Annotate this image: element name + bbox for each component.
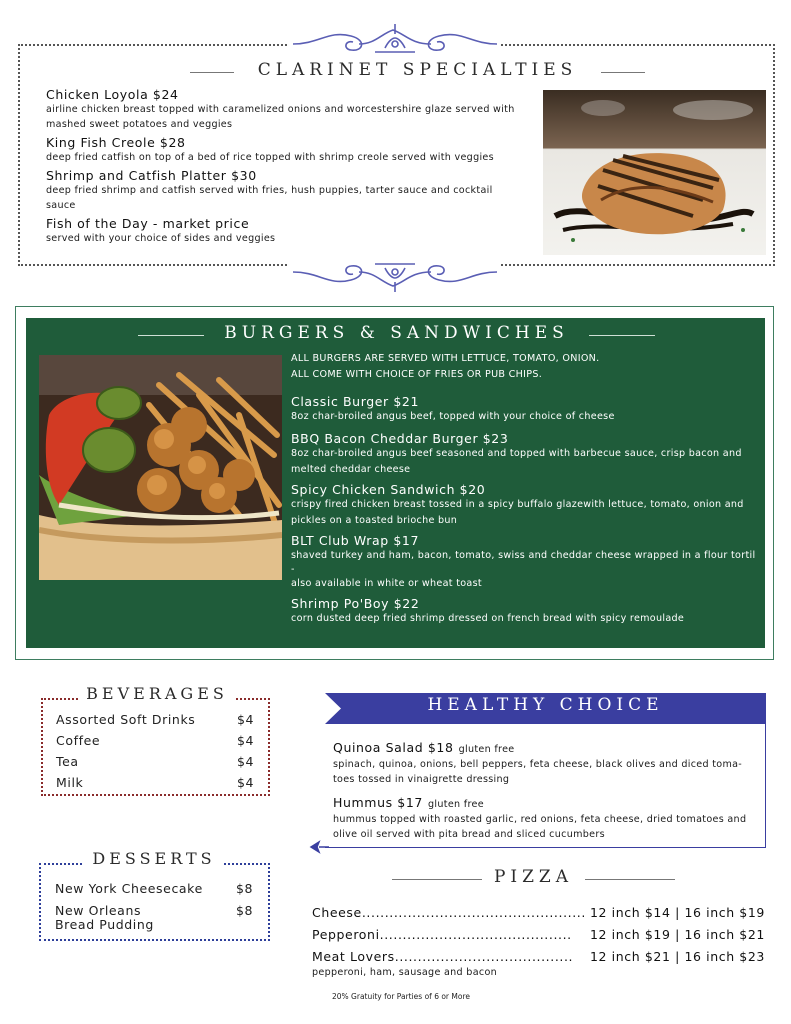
dessert-price: $8 <box>236 903 254 918</box>
item-desc: hummus topped with roasted garlic, red onions, feta cheese, dried tomatoes and <box>333 814 747 825</box>
item-desc: corn dusted deep fried shrimp dressed on french bread with spicy remoulade <box>291 613 685 624</box>
pizza-prices: 12 inch $21 | 16 inch $23 <box>590 949 765 964</box>
beverage-price: $4 <box>237 733 255 748</box>
burgers-note: ALL COME WITH CHOICE OF FRIES OR PUB CHIPS. <box>291 369 543 380</box>
pizza-prices: 12 inch $14 | 16 inch $19 <box>590 905 765 920</box>
beverages-title: BEVERAGES <box>78 684 236 703</box>
pizza-title: PIZZA <box>493 867 574 887</box>
leader-dots: ................................................. <box>361 905 586 920</box>
item-desc: crispy fired chicken breast tossed in a spicy buffalo glazewith lettuce, tomato, onion and <box>291 499 744 510</box>
heading-rule <box>601 72 645 73</box>
pizza-desc: pepperoni, ham, sausage and bacon <box>312 967 497 978</box>
burgers-note: ALL BURGERS ARE SERVED WITH LETTUCE, TOMATO, ONION. <box>291 353 600 364</box>
dessert-price: $8 <box>236 881 254 896</box>
item-name: Shrimp and Catfish Platter $30 <box>46 168 257 183</box>
pizza-name <box>312 949 573 964</box>
item-desc: spinach, quinoa, onions, bell peppers, feta cheese, black olives and diced toma- <box>333 759 743 770</box>
burgers-list <box>291 351 761 627</box>
heading-rule <box>589 335 655 336</box>
beverage-name: Coffee <box>56 733 101 748</box>
item-name: BBQ Bacon Cheddar Burger $23 <box>291 431 509 446</box>
dessert-name: New Orleans <box>55 903 142 918</box>
beverages-heading <box>62 684 252 703</box>
chicken-dish-photo <box>543 90 766 255</box>
menu-item <box>291 394 761 425</box>
dessert-name-line2: Bread Pudding <box>55 917 154 932</box>
item-name: King Fish Creole $28 <box>46 135 186 150</box>
leader-dots: ....................................... <box>394 949 574 964</box>
item-desc: 8oz char-broiled angus beef, topped with your choice of cheese <box>291 411 615 422</box>
item-name: Hummus $17 <box>333 795 423 810</box>
item-desc: airline chicken breast topped with caramelized onions and worcestershire glaze served with <box>46 104 515 115</box>
menu-item <box>333 792 763 842</box>
pizza-label: Pepperoni <box>312 927 380 942</box>
gluten-free-tag: gluten free <box>458 744 515 755</box>
arrow-ornament-icon <box>309 840 331 854</box>
shrimp-poboy-photo <box>39 355 282 580</box>
menu-item <box>333 737 763 787</box>
gratuity-note: 20% Gratuity for Parties of 6 or More <box>332 992 470 1001</box>
beverage-price: $4 <box>237 775 255 790</box>
heading-rule <box>392 879 482 880</box>
pizza-heading <box>392 867 675 893</box>
pizza-name <box>312 905 586 920</box>
menu-item <box>291 596 761 627</box>
heading-rule <box>138 335 204 336</box>
item-name: BLT Club Wrap $17 <box>291 533 420 548</box>
beverage-name: Tea <box>56 754 79 769</box>
item-desc: deep fried shrimp and catfish served with fries, hush puppies, tarter sauce and cocktail <box>46 185 493 196</box>
item-desc: pickles on a toasted brioche bun <box>291 515 458 526</box>
item-desc: melted cheddar cheese <box>291 464 411 475</box>
heading-rule <box>190 72 234 73</box>
item-desc: sauce <box>46 200 76 211</box>
desserts-heading <box>59 849 249 868</box>
healthy-list <box>333 737 763 842</box>
specialties-heading <box>190 60 645 86</box>
menu-item <box>46 216 541 246</box>
menu-item <box>291 533 761 592</box>
pizza-label: Meat Lovers <box>312 949 395 964</box>
item-desc: deep fried catfish on top of a bed of rice topped with shrimp creole served with veggies <box>46 152 494 163</box>
pizza-label: Cheese <box>312 905 362 920</box>
item-desc: mashed sweet potatoes and veggies <box>46 119 233 130</box>
top-flourish-icon <box>289 22 501 58</box>
item-desc: served with your choice of sides and veggies <box>46 233 276 244</box>
beverage-price: $4 <box>237 754 255 769</box>
burgers-heading <box>138 323 655 349</box>
item-desc: also available in white or wheat toast <box>291 578 482 589</box>
menu-item <box>291 431 761 478</box>
pizza-name <box>312 927 572 942</box>
item-desc: olive oil served with pita bread and sliced cucumbers <box>333 829 605 840</box>
beverage-name: Assorted Soft Drinks <box>56 712 196 727</box>
beverage-price: $4 <box>237 712 255 727</box>
item-desc: - <box>291 564 295 575</box>
leader-dots: .......................................... <box>379 927 572 942</box>
menu-item <box>46 135 541 165</box>
desserts-title: DESSERTS <box>84 849 223 868</box>
item-desc: shaved turkey and ham, bacon, tomato, swiss and cheddar cheese wrapped in a flour tortil <box>291 550 756 561</box>
healthy-title: HEALTHY CHOICE <box>427 695 664 715</box>
item-name: Quinoa Salad $18 <box>333 740 454 755</box>
healthy-heading <box>325 695 766 715</box>
specialties-list <box>46 87 541 246</box>
beverage-name: Milk <box>56 775 84 790</box>
heading-rule <box>585 879 675 880</box>
dessert-name: New York Cheesecake <box>55 881 203 896</box>
item-name: Fish of the Day - market price <box>46 216 250 231</box>
menu-item <box>291 482 761 529</box>
item-desc: toes tossed in vinaigrette dressing <box>333 774 510 785</box>
menu-item <box>46 87 541 132</box>
item-desc: 8oz char-broiled angus beef seasoned and topped with barbecue sauce, crisp bacon and <box>291 448 742 459</box>
bottom-flourish-icon <box>289 258 501 294</box>
item-name: Chicken Loyola $24 <box>46 87 179 102</box>
menu-item <box>46 168 541 213</box>
specialties-title: CLARINET SPECIALTIES <box>257 60 578 80</box>
pizza-prices: 12 inch $19 | 16 inch $21 <box>590 927 765 942</box>
item-name: Classic Burger $21 <box>291 394 420 409</box>
item-name: Shrimp Po'Boy $22 <box>291 596 420 611</box>
burgers-title: BURGERS & SANDWICHES <box>224 323 569 343</box>
item-name: Spicy Chicken Sandwich $20 <box>291 482 486 497</box>
healthy-banner <box>325 693 766 724</box>
gluten-free-tag: gluten free <box>428 799 484 810</box>
